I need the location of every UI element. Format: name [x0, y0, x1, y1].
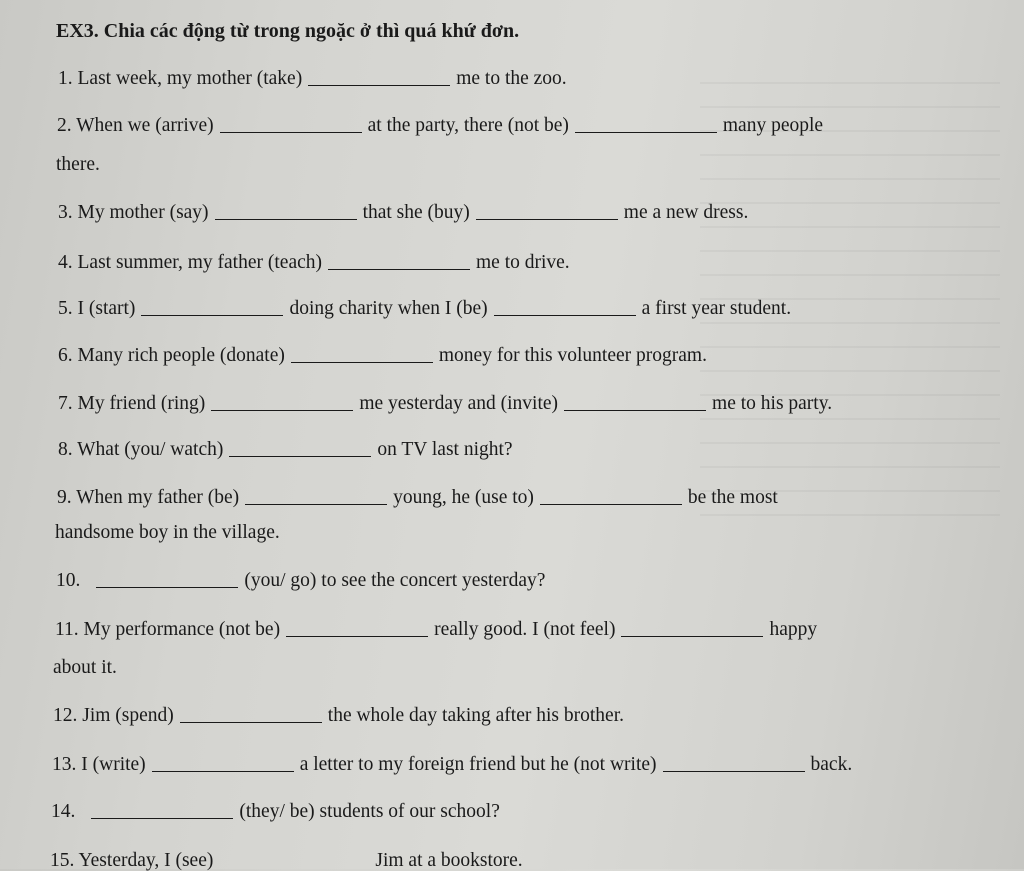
item-13-blank-1[interactable] — [152, 770, 294, 772]
item-8-text-b: on TV last night? — [377, 439, 513, 460]
item-5-text-a: 5. I (start) — [58, 298, 136, 319]
item-7-blank-1[interactable] — [211, 409, 353, 411]
exercise-item-5 — [58, 299, 791, 319]
item-9-text-a: 9. When my father (be) — [57, 487, 240, 508]
item-12-text-a: 12. Jim (spend) — [53, 705, 174, 726]
exercise-item-6 — [58, 346, 707, 366]
item-3-text-a: 3. My mother (say) — [58, 202, 209, 223]
item-10-text-a: 10. — [56, 570, 81, 591]
exercise-item-9 — [57, 488, 778, 508]
item-11-text-a: 11. My performance (not be) — [55, 619, 281, 640]
item-5-text-c: a first year student. — [641, 298, 792, 319]
item-10-text-b: (you/ go) to see the concert yesterday? — [244, 570, 546, 591]
item-4-text-a: 4. Last summer, my father (teach) — [58, 252, 322, 273]
item-11-blank-1[interactable] — [286, 635, 428, 637]
exercise-item-13 — [52, 755, 852, 775]
item-11-text-b: really good. I (not feel) — [434, 619, 616, 640]
item-10-blank-1[interactable] — [96, 586, 238, 588]
item-12-text-b: the whole day taking after his brother. — [327, 705, 624, 726]
exercise-item-2-cont — [56, 155, 100, 175]
item-14-text-b: (they/ be) students of our school? — [239, 801, 500, 822]
exercise-item-8 — [58, 440, 513, 460]
item-9-blank-1[interactable] — [245, 503, 387, 505]
item-2-text-cont: there. — [56, 154, 100, 175]
item-15-text-b: Jim at a bookstore. — [375, 850, 523, 871]
item-11-text-cont: about it. — [53, 657, 117, 678]
item-4-text-b: me to drive. — [476, 252, 570, 273]
item-13-text-a: 13. I (write) — [52, 754, 146, 775]
item-13-text-b: a letter to my foreign friend but he (not write) — [299, 754, 657, 775]
item-13-blank-2[interactable] — [663, 770, 805, 772]
item-2-text-b: at the party, there (not be) — [367, 115, 569, 136]
exercise-item-12 — [53, 706, 624, 726]
item-15-text-a: 15. Yesterday, I (see) — [50, 850, 214, 871]
item-15-blank-1[interactable] — [219, 866, 369, 868]
exercise-item-4 — [58, 253, 570, 273]
exercise-item-7 — [58, 394, 832, 414]
item-3-blank-2[interactable] — [476, 218, 618, 220]
exercise-title: EX3. Chia các động từ trong ngoặc ở thì quá khứ đơn. — [56, 20, 520, 42]
item-9-text-b: young, he (use to) — [393, 487, 534, 508]
exercise-item-15 — [50, 851, 523, 871]
item-3-text-c: me a new dress. — [623, 202, 749, 223]
item-7-text-b: me yesterday and (invite) — [359, 393, 559, 414]
item-9-text-c: be the most — [687, 487, 778, 508]
exercise-item-9-cont — [55, 523, 280, 543]
item-11-text-c: happy — [769, 619, 818, 640]
item-12-blank-1[interactable] — [180, 721, 322, 723]
item-6-text-b: money for this volunteer program. — [438, 345, 707, 366]
item-11-blank-2[interactable] — [621, 635, 763, 637]
item-4-blank-1[interactable] — [328, 268, 470, 270]
exercise-item-11-cont — [53, 658, 117, 678]
item-3-blank-1[interactable] — [215, 218, 357, 220]
item-2-text-a: 2. When we (arrive) — [57, 115, 214, 136]
item-1-blank-1[interactable] — [308, 84, 450, 86]
item-7-blank-2[interactable] — [564, 409, 706, 411]
exercise-item-14 — [51, 802, 500, 822]
item-9-text-cont: handsome boy in the village. — [55, 522, 280, 543]
item-6-blank-1[interactable] — [291, 361, 433, 363]
item-14-blank-1[interactable] — [91, 817, 233, 819]
item-2-text-c: many people — [722, 115, 824, 136]
item-2-blank-1[interactable] — [220, 131, 362, 133]
item-8-text-a: 8. What (you/ watch) — [58, 439, 224, 460]
item-14-text-a: 14. — [51, 801, 76, 822]
item-3-text-b: that she (buy) — [362, 202, 470, 223]
item-7-text-a: 7. My friend (ring) — [58, 393, 206, 414]
exercise-item-1 — [58, 69, 567, 89]
exercise-item-11 — [55, 620, 817, 640]
item-6-text-a: 6. Many rich people (donate) — [58, 345, 285, 366]
item-9-blank-2[interactable] — [540, 503, 682, 505]
item-5-text-b: doing charity when I (be) — [289, 298, 488, 319]
exercise-item-2 — [57, 116, 823, 136]
item-13-text-c: back. — [810, 754, 853, 775]
item-5-blank-2[interactable] — [494, 314, 636, 316]
item-2-blank-2[interactable] — [575, 131, 717, 133]
item-1-text-b: me to the zoo. — [456, 68, 567, 89]
exercise-item-3 — [58, 203, 748, 223]
item-5-blank-1[interactable] — [141, 314, 283, 316]
item-7-text-c: me to his party. — [712, 393, 833, 414]
item-8-blank-1[interactable] — [229, 455, 371, 457]
exercise-item-10 — [56, 571, 545, 591]
item-1-text-a: 1. Last week, my mother (take) — [58, 68, 303, 89]
